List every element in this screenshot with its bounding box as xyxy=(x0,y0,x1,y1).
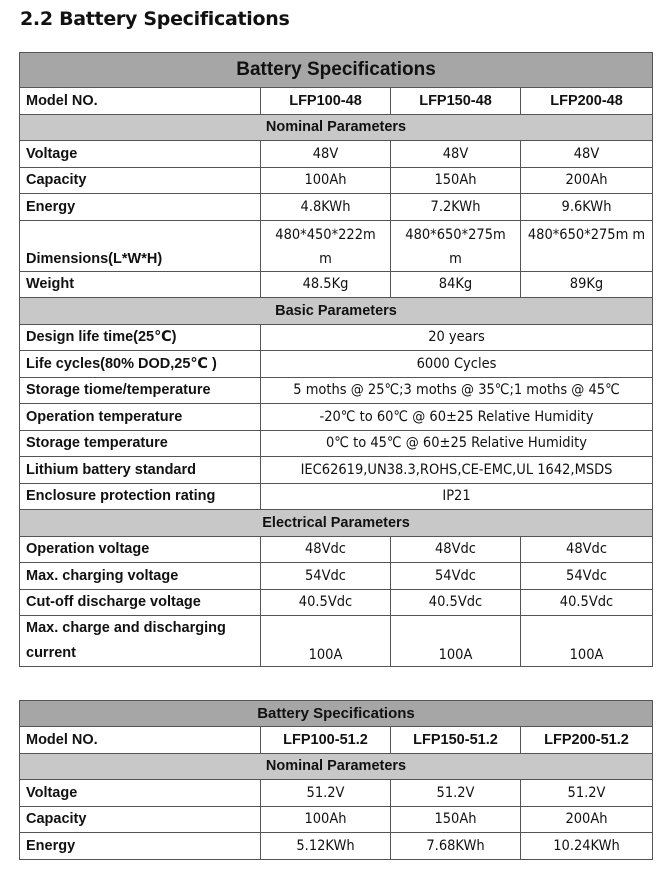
table-row xyxy=(20,194,653,221)
row-value: -20℃ to 60℃ @ 60±25 Relative Humidity xyxy=(261,404,653,431)
row-value: 100A xyxy=(521,616,653,667)
section-heading: 2.2 Battery Specifications xyxy=(20,8,290,30)
row-label: Storage temperature xyxy=(20,430,261,457)
row-value: 10.24KWh xyxy=(521,833,653,860)
row-value: 48.5Kg xyxy=(261,271,391,298)
spec-table-48v xyxy=(19,52,653,667)
row-value: 9.6KWh xyxy=(521,194,653,221)
row-label: Weight xyxy=(20,271,261,298)
row-value: 40.5Vdc xyxy=(261,589,391,616)
model-name: LFP200-51.2 xyxy=(521,727,653,754)
model-row xyxy=(20,727,653,754)
model-label: Model NO. xyxy=(20,727,261,754)
row-value: 40.5Vdc xyxy=(521,589,653,616)
table-row xyxy=(20,271,653,298)
model-name: LFP150-51.2 xyxy=(391,727,521,754)
table-row xyxy=(20,589,653,616)
table-row xyxy=(20,167,653,194)
row-value: 48Vdc xyxy=(521,536,653,563)
row-value: IEC62619,UN38.3,ROHS,CE-EMC,UL 1642,MSDS xyxy=(261,457,653,484)
table-title-row xyxy=(20,701,653,727)
table-row xyxy=(20,536,653,563)
row-label: Max. charging voltage xyxy=(20,563,261,590)
table-row xyxy=(20,483,653,510)
table-row xyxy=(20,780,653,807)
table-row xyxy=(20,616,653,667)
table-row xyxy=(20,404,653,431)
row-value: 5.12KWh xyxy=(261,833,391,860)
row-value: 89Kg xyxy=(521,271,653,298)
table-row xyxy=(20,563,653,590)
table-row xyxy=(20,377,653,404)
model-label: Model NO. xyxy=(20,88,261,115)
row-value: 48V xyxy=(261,141,391,168)
row-label: Capacity xyxy=(20,806,261,833)
row-label: Dimensions(L*W*H) xyxy=(20,220,261,271)
spec-table-51v xyxy=(19,700,653,860)
row-value: 40.5Vdc xyxy=(391,589,521,616)
row-label: Voltage xyxy=(20,141,261,168)
table-row xyxy=(20,833,653,860)
table-row xyxy=(20,457,653,484)
row-value: 480*450*222m m xyxy=(261,220,391,271)
row-label: Operation temperature xyxy=(20,404,261,431)
table-title-row xyxy=(20,53,653,88)
row-value: 51.2V xyxy=(261,780,391,807)
section-header-nominal: Nominal Parameters xyxy=(20,753,653,780)
section-header-row xyxy=(20,298,653,325)
row-value: 48V xyxy=(391,141,521,168)
row-value: 4.8KWh xyxy=(261,194,391,221)
table-row xyxy=(20,806,653,833)
table-row xyxy=(20,351,653,378)
table-title: Battery Specifications xyxy=(20,701,653,727)
row-value: 84Kg xyxy=(391,271,521,298)
model-name: LFP100-51.2 xyxy=(261,727,391,754)
model-row xyxy=(20,88,653,115)
row-value: 0℃ to 45℃ @ 60±25 Relative Humidity xyxy=(261,430,653,457)
model-name: LFP200-48 xyxy=(521,88,653,115)
row-value: 150Ah xyxy=(391,167,521,194)
row-label: Life cycles(80% DOD,25℃ ) xyxy=(20,351,261,378)
row-value: 7.68KWh xyxy=(391,833,521,860)
row-label: Storage tiome/temperature xyxy=(20,377,261,404)
table-row xyxy=(20,430,653,457)
section-header-nominal: Nominal Parameters xyxy=(20,114,653,141)
row-value: 48Vdc xyxy=(391,536,521,563)
row-label: Energy xyxy=(20,194,261,221)
row-value: 5 moths @ 25℃;3 moths @ 35℃;1 moths @ 45℃ xyxy=(261,377,653,404)
row-value: 48V xyxy=(521,141,653,168)
row-label: Cut-off discharge voltage xyxy=(20,589,261,616)
row-value: 100Ah xyxy=(261,167,391,194)
section-header-row xyxy=(20,753,653,780)
row-value: 100A xyxy=(261,616,391,667)
row-value: 200Ah xyxy=(521,167,653,194)
row-value: 480*650*275m m xyxy=(521,220,653,271)
model-name: LFP150-48 xyxy=(391,88,521,115)
section-header-row xyxy=(20,114,653,141)
row-value: 100Ah xyxy=(261,806,391,833)
row-value: 7.2KWh xyxy=(391,194,521,221)
row-value: 51.2V xyxy=(391,780,521,807)
table-row xyxy=(20,324,653,351)
table-row xyxy=(20,220,653,271)
row-label: Operation voltage xyxy=(20,536,261,563)
model-name: LFP100-48 xyxy=(261,88,391,115)
row-value: 100A xyxy=(391,616,521,667)
row-value: 54Vdc xyxy=(521,563,653,590)
row-value: 6000 Cycles xyxy=(261,351,653,378)
section-header-row xyxy=(20,510,653,537)
row-label: Lithium battery standard xyxy=(20,457,261,484)
row-value: 48Vdc xyxy=(261,536,391,563)
row-label: Energy xyxy=(20,833,261,860)
row-value: IP21 xyxy=(261,483,653,510)
row-label: Voltage xyxy=(20,780,261,807)
row-value: 51.2V xyxy=(521,780,653,807)
row-label: Design life time(25℃) xyxy=(20,324,261,351)
row-value: 200Ah xyxy=(521,806,653,833)
table-row xyxy=(20,141,653,168)
row-value: 20 years xyxy=(261,324,653,351)
row-label: Capacity xyxy=(20,167,261,194)
table-title: Battery Specifications xyxy=(20,53,653,88)
row-value: 480*650*275m m xyxy=(391,220,521,271)
section-header-basic: Basic Parameters xyxy=(20,298,653,325)
row-value: 150Ah xyxy=(391,806,521,833)
row-value: 54Vdc xyxy=(261,563,391,590)
row-label: Max. charge and discharging current xyxy=(20,616,261,667)
section-header-electrical: Electrical Parameters xyxy=(20,510,653,537)
row-value: 54Vdc xyxy=(391,563,521,590)
row-label: Enclosure protection rating xyxy=(20,483,261,510)
